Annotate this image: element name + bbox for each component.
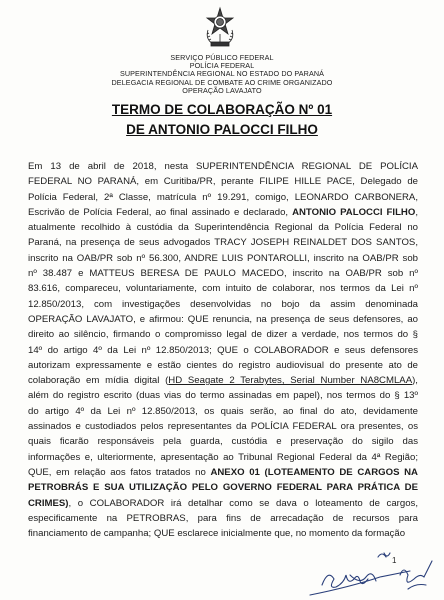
body-line: nº 38.487 e MATTEUS BERESA DE PAULO MACEDO, inscrito na OAB/PR sob nº: [28, 268, 418, 280]
body-line: autorizam expressamente e estão cientes do registro audiovisual do presente ato de: [28, 359, 418, 371]
body-line: 14º do artigo 4º da Lei nº 12.850/2013; QUE o COLABORADOR e seus defensores: [28, 344, 418, 356]
body-line: assinados e custodiados pelos representantes da POLÍCIA FEDERAL ora presentes, os: [28, 421, 418, 433]
body-line: financiamento de campanha; QUE esclarece inicialmente que, no momento da formação: [28, 528, 406, 540]
document-body: [28, 159, 418, 541]
body-line: Polícia Federal, 2ª Classe, matrícula nº 19.291, comigo, LEONARDO CARBONERA,: [28, 191, 418, 203]
body-line: FEDERAL NO PARANÁ, em Curitiba/PR, perante FILIPE HILLE PACE, Delegado de: [28, 176, 418, 188]
document-header: [100, 54, 344, 95]
page-number: 1: [392, 556, 397, 565]
body-line: do artigo 4º da Lei nº 12.850/2013, os quais serão, ao final do ato, devidamente: [28, 405, 418, 417]
body-line: Paraná, na presença de seus advogados TRACY JOSEPH REINALDET DOS SANTOS,: [28, 237, 418, 249]
document-title: TERMO DE COLABORAÇÃO Nº 01: [111, 102, 333, 117]
body-text-run: ),: [412, 375, 418, 387]
annex-title: ANEXO 01 (LOTEAMENTO DE CARGOS NA: [210, 466, 418, 478]
handwritten-signatures: [300, 545, 444, 600]
body-text-run: , o COLABORADOR irá detalhar como se dava o loteamento de cargos,: [68, 497, 418, 509]
document-subtitle: DE ANTONIO PALOCCI FILHO: [126, 122, 318, 137]
body-line: informações e, ulteriormente, apresentação ao Tribunal Regional Federal da 4ª Região;: [28, 451, 418, 463]
body-text-run: colaboração em mídia digital (: [28, 375, 169, 387]
body-line: [28, 373, 418, 388]
body-line: além do registro escrito (duas vias do termo assinadas em papel), nos termos do § 13º: [28, 390, 418, 402]
brazil-coat-of-arms-icon: [203, 6, 237, 48]
body-text-run: ,: [415, 206, 418, 218]
body-line: 12.850/2013, com investigações desenvolvidas no bojo da assim denominada: [28, 298, 418, 310]
body-text-run: Escrivão de Polícia Federal, ao final assinado e declarado,: [28, 206, 293, 218]
body-line: OPERAÇÃO LAVAJATO, e afirmou: QUE renuncia, na presença de seus defensores, ao: [28, 313, 418, 325]
body-line: direito ao silêncio, firmando o compromisso legal de dizer a verdade, nos termos do §: [28, 329, 418, 341]
body-text-run: QUE, em relação aos fatos tratados no: [28, 466, 211, 478]
body-line: especificamente na PETROBRAS, para fins de arrecadação de recursos para: [28, 512, 418, 524]
header-line: OPERAÇÃO LAVAJATO: [182, 85, 262, 95]
body-line: 83.616, compareceu, voluntariamente, com intuito de colaborar, nos termos da Lei nº: [28, 283, 418, 295]
body-line: [28, 205, 418, 220]
body-line: [28, 465, 418, 480]
body-line: quais ficarão responsáveis pela guarda, custódia e preservação do sigilo das: [28, 436, 418, 448]
body-line: Em 13 de abril de 2018, nesta SUPERINTENDÊNCIA REGIONAL DE POLÍCIA: [28, 161, 418, 172]
annex-title-end: CRIMES): [28, 497, 69, 509]
header-line: DELEGACIA REGIONAL DE COMBATE AO CRIME ORGANIZADO: [111, 77, 333, 87]
header-line: SERVIÇO PÚBLICO FEDERAL: [170, 53, 274, 62]
header-line: POLÍCIA FEDERAL: [189, 61, 255, 71]
body-line: [28, 496, 418, 511]
body-line: PETROBRÁS E SUA UTILIZAÇÃO PELO GOVERNO FEDERAL PARA PRÁTICA DE: [28, 482, 418, 494]
body-line: atualmente recolhido à custódia da Superintendência Regional da Polícia Federal no: [28, 222, 418, 234]
header-line: SUPERINTENDÊNCIA REGIONAL NO ESTADO DO PARANÁ: [119, 69, 325, 79]
media-serial-number: HD Seagate 2 Terabytes, Serial Number NA8CMLAA: [168, 375, 413, 387]
body-line: inscrito na OAB/PR sob nº 56.300, ANDRE LUIS PONTAROLLI, inscrito na OAB/PR sob: [28, 252, 418, 264]
collaborator-name: ANTONIO PALOCCI FILHO: [292, 206, 416, 218]
